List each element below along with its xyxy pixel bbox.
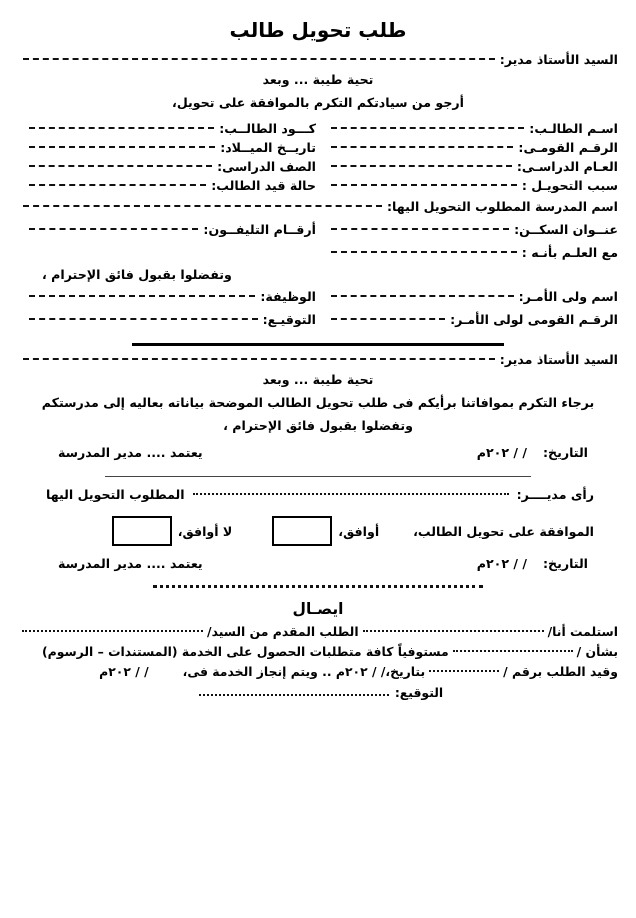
- transfer-reason-label: سبب التحويـل :: [521, 177, 618, 193]
- receipt-received-by-label: استلمت أنا/: [547, 624, 618, 640]
- certified-by-3: يعتمد .... مدير المدرسة: [58, 556, 203, 572]
- greeting-2: تحية طيبة ... وبعد: [262, 371, 374, 387]
- form-page: [0, 18, 636, 918]
- addressee-label-1: السيد الأستاذ مدير:: [499, 52, 618, 67]
- addressee-label-2: السيد الأستاذ مدير:: [499, 351, 618, 367]
- receipt-date-value[interactable]: / / ٢٠٢م .. ويتم إنجاز الخدمة فى،: [182, 664, 386, 680]
- note-label: مع العلـم بأنـه :: [521, 244, 618, 260]
- student-code-label: كـــود الطالــب:: [219, 120, 316, 136]
- agree-checkbox[interactable]: [272, 516, 332, 546]
- receipt-line-3: [18, 664, 618, 679]
- national-id-input[interactable]: [331, 146, 513, 148]
- receipt-subject-label: بشأن /: [576, 644, 618, 660]
- approval-label: الموافقة على تحويل الطالب،: [413, 523, 594, 539]
- note-right-column: [316, 241, 618, 264]
- date-value-2[interactable]: / / ٢٠٢م: [476, 445, 527, 461]
- guardian-nid-column: [316, 308, 618, 331]
- receipt-request-number-input[interactable]: [429, 670, 499, 672]
- student-name-input[interactable]: [331, 127, 524, 129]
- contact-right-column: [316, 218, 618, 241]
- guardian-signature-label: التوقيـع:: [262, 311, 316, 327]
- field-enrollment-status: [24, 178, 316, 193]
- guardian-name-input[interactable]: [331, 295, 514, 297]
- closing-1: وتفضلوا بقبول فائق الإحترام ،: [42, 266, 232, 282]
- receipt-heading: ايصـال: [292, 600, 344, 619]
- opinion-label: رأى مديــــر:: [516, 487, 594, 503]
- guardian-job-input[interactable]: [29, 295, 255, 297]
- field-academic-year: [326, 159, 618, 174]
- date-label-2: التاريخ:: [542, 445, 588, 461]
- target-school-label: اسم المدرسة المطلوب التحويل اليها:: [387, 198, 618, 214]
- guardian-nid-label: الرقـم القومى لولى الأمـر:: [450, 311, 618, 327]
- target-school-input[interactable]: [23, 205, 382, 207]
- transfer-reason-input[interactable]: [331, 184, 517, 186]
- guardian-name-column: [316, 285, 618, 308]
- field-target-school: [18, 199, 618, 214]
- student-name-label: اسـم الطالـب:: [529, 120, 618, 136]
- date-row-section2: [18, 445, 618, 460]
- note-left-spacer: [18, 241, 316, 264]
- disagree-label: لا أوافق،: [177, 523, 233, 539]
- contact-left-column: [18, 218, 316, 241]
- opinion-row: [18, 487, 618, 502]
- school-grade-label: الصف الدراسى:: [217, 158, 316, 174]
- receipt-received-by-input[interactable]: [363, 630, 544, 632]
- field-guardian-name: [326, 289, 618, 304]
- receipt-request-number-label: وقيد الطلب برقم /: [503, 664, 618, 680]
- field-note: [326, 245, 618, 260]
- receipt-signature-row: [18, 685, 618, 700]
- closing-2: وتفضلوا بقبول فائق الإحترام ،: [223, 417, 413, 433]
- guardian-job-label: الوظيفة:: [260, 288, 316, 304]
- enrollment-status-label: حالة قيد الطالب:: [211, 177, 316, 193]
- date-row-section3: [18, 556, 618, 571]
- note-input[interactable]: [331, 251, 517, 253]
- note-grid: [18, 241, 618, 264]
- date-value-3[interactable]: / / ٢٠٢م: [476, 556, 527, 572]
- approval-row: [18, 516, 618, 546]
- home-address-label: عنــوان السكــن:: [514, 221, 618, 237]
- greeting-1: تحية طيبة ... وبعد: [262, 72, 374, 87]
- phone-numbers-input[interactable]: [29, 228, 198, 230]
- guardian-signature-column: [18, 308, 316, 331]
- academic-year-input[interactable]: [331, 165, 512, 167]
- certified-by-2: يعتمد .... مدير المدرسة: [58, 445, 203, 461]
- guardian-grid-1: [18, 285, 618, 308]
- addressee-fill-1[interactable]: [23, 58, 495, 60]
- addressee-fill-2[interactable]: [23, 358, 495, 360]
- guardian-name-label: اسم ولى الأمـر:: [518, 288, 618, 304]
- disagree-checkbox[interactable]: [112, 516, 172, 546]
- field-guardian-signature: [24, 312, 316, 327]
- opinion-input[interactable]: [193, 493, 509, 495]
- field-phone-numbers: [24, 222, 316, 237]
- student-code-input[interactable]: [29, 127, 214, 129]
- field-guardian-nid: [326, 312, 618, 327]
- guardian-job-column: [18, 285, 316, 308]
- receipt-applicant-input[interactable]: [22, 630, 203, 632]
- field-national-id: [326, 140, 618, 155]
- field-guardian-job: [24, 289, 316, 304]
- addressee-row-2: [18, 352, 618, 367]
- student-fields-right-column: [316, 117, 618, 197]
- receipt-line-2: [18, 644, 618, 659]
- home-address-input[interactable]: [331, 228, 509, 230]
- field-birth-date: [24, 140, 316, 155]
- date-label-3: التاريخ:: [542, 556, 588, 572]
- opinion-suffix: المطلوب التحويل اليها: [46, 487, 185, 503]
- field-school-grade: [24, 159, 316, 174]
- field-transfer-reason: [326, 178, 618, 193]
- receipt-applicant-label: الطلب المقدم من السيد/: [207, 624, 359, 640]
- guardian-grid-2: [18, 308, 618, 331]
- receipt-requirements-text: مستوفياً كافة متطلبات الحصول على الخدمة (المستندات – الرسوم): [41, 644, 449, 660]
- receipt-line-1: [18, 624, 618, 639]
- phone-numbers-label: أرقــام التليفــون:: [203, 221, 316, 237]
- contact-fields-grid: [18, 218, 618, 241]
- student-fields-grid: [18, 117, 618, 197]
- receipt-cut-line: [153, 585, 483, 588]
- page-title: طلب تحويل طالب: [229, 18, 407, 42]
- guardian-nid-input[interactable]: [331, 318, 445, 320]
- student-fields-left-column: [18, 117, 316, 197]
- request-line: أرجو من سيادتكم التكرم بالموافقة على تحويل،: [172, 94, 464, 110]
- guardian-signature-input[interactable]: [29, 318, 258, 320]
- receipt-signature-input[interactable]: [199, 681, 389, 696]
- section-divider-thick: [132, 343, 504, 346]
- agree-label: أوافق،: [338, 523, 380, 539]
- addressee-row-1: [18, 52, 618, 67]
- birth-date-input[interactable]: [29, 146, 215, 148]
- section2-body: برجاء التكرم بموافاتنا برأيكم فى طلب تحويل الطالب الموضحة بياناته بعاليه إلى مدرستكم: [41, 394, 595, 410]
- enrollment-status-input[interactable]: [29, 184, 206, 186]
- birth-date-label: تاريــخ الميــلاد:: [220, 139, 316, 155]
- receipt-signature-label: التوقيع:: [394, 685, 444, 701]
- school-grade-input[interactable]: [29, 165, 212, 167]
- field-student-name: [326, 121, 618, 136]
- receipt-completion-date-value[interactable]: / / ٢٠٢م: [99, 664, 149, 680]
- receipt-subject-input[interactable]: [453, 650, 573, 652]
- field-student-code: [24, 121, 316, 136]
- receipt-date-label: بتاريخ،: [385, 664, 426, 680]
- field-home-address: [326, 222, 618, 237]
- national-id-label: الرقـم القومـى:: [518, 139, 618, 155]
- academic-year-label: العـام الدراسـى:: [516, 158, 618, 174]
- section-divider-thin: [105, 476, 531, 477]
